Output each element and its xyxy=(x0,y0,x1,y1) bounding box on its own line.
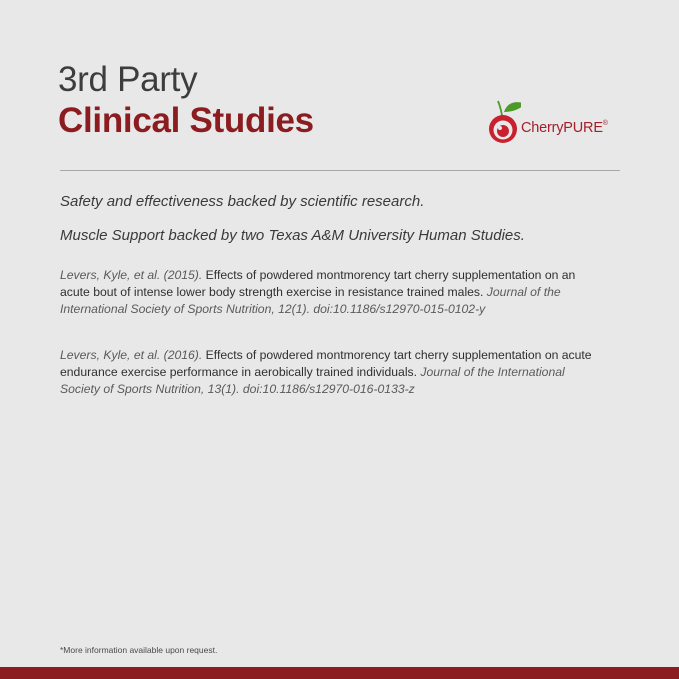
citation-2016 xyxy=(60,347,600,398)
title-line-2: Clinical Studies xyxy=(58,101,314,140)
brand-name: CherryPURE® xyxy=(521,120,608,136)
citation-2015 xyxy=(60,267,600,318)
citation-title: Effects of powdered montmorency tart cherry supplementation on an acute bout of intense lower body strength exercise in resistance trained males. xyxy=(60,268,576,299)
citation-journal: Journal of the International Society of Sports Nutrition, 13(1). doi:10.1186/s12970-016-0133-z xyxy=(60,365,565,396)
citation-authors: Levers, Kyle, et al. (2015). xyxy=(60,268,203,282)
citation-journal: Journal of the International Society of Sports Nutrition, 12(1). doi:10.1186/s12970-015-0102-y xyxy=(60,285,561,316)
cherrypure-logo xyxy=(487,98,627,148)
tagline-muscle-support: Muscle Support backed by two Texas A&M University Human Studies. xyxy=(60,227,525,244)
divider xyxy=(60,170,620,171)
footnote: *More information available upon request. xyxy=(60,645,218,655)
cherry-icon xyxy=(487,98,521,148)
citation-authors: Levers, Kyle, et al. (2016). xyxy=(60,348,203,362)
citation-title: Effects of powdered montmorency tart cherry supplementation on acute endurance exercise performance in aerobically trained individuals. xyxy=(60,348,592,379)
bottom-bar xyxy=(0,667,679,679)
tagline-safety: Safety and effectiveness backed by scientific research. xyxy=(60,193,425,210)
title-line-1: 3rd Party xyxy=(58,60,198,99)
